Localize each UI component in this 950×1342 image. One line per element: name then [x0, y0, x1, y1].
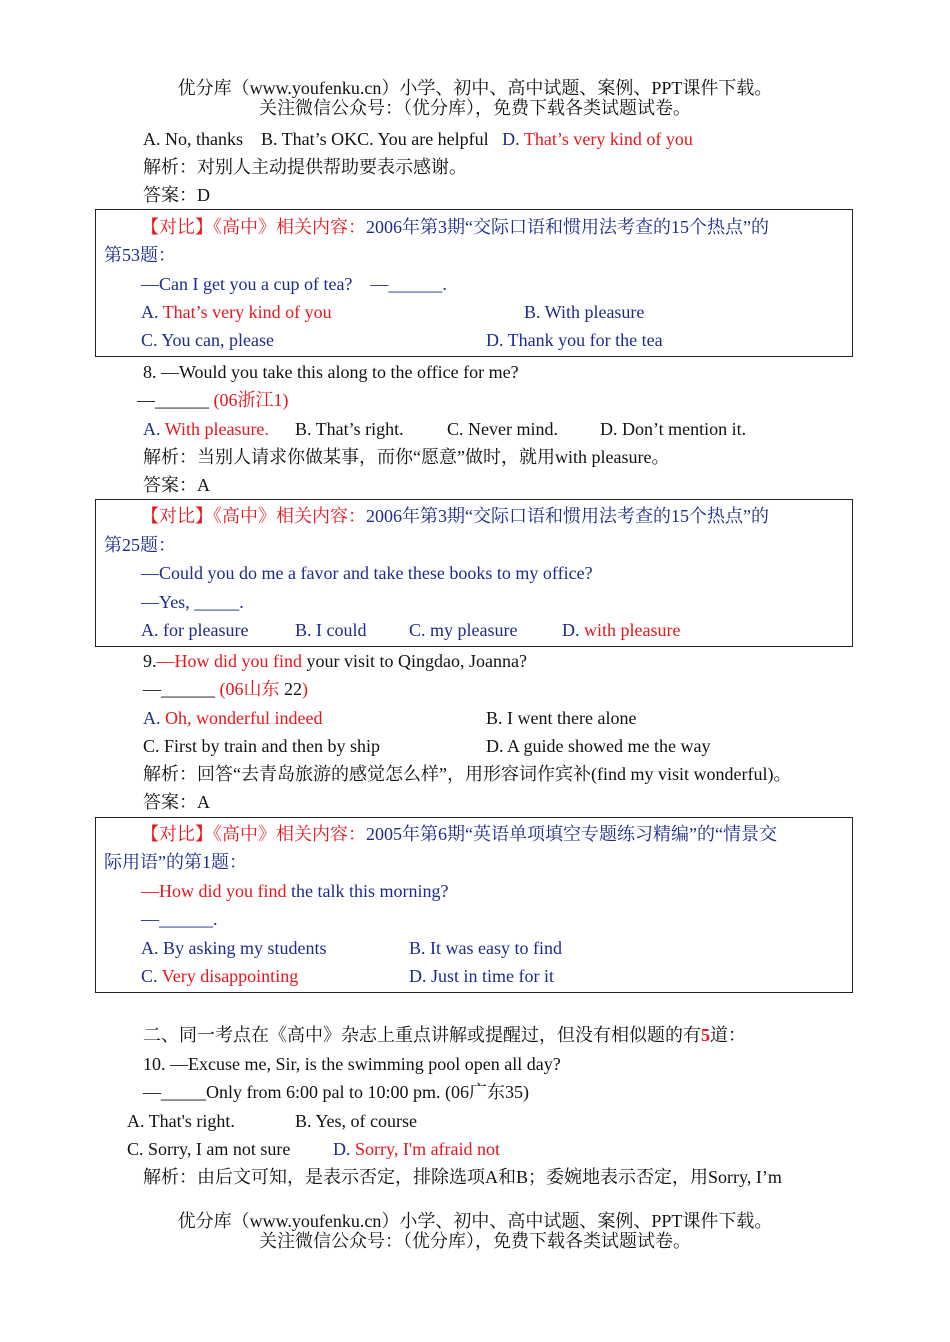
box3-question-rest: the talk this morning? [291, 881, 449, 901]
box3-source: 2005年第6期“英语单项填空专题练习精编”的“情景交 [366, 824, 777, 844]
q8-answer: 答案：A [143, 475, 210, 495]
box3-tag: 【对比】《高中》相关内容： [141, 824, 366, 844]
q7-option-d-letter: D. [502, 129, 520, 149]
q10-option-a: A. That's right. [127, 1111, 235, 1131]
box3-question-1 [141, 880, 448, 902]
box1-question: —Can I get you a cup of tea? —______. [141, 274, 447, 294]
q8-blank: —______ [137, 390, 209, 410]
q10-analysis: 解析：由后文可知，是表示否定，排除选项A和B；委婉地表示否定，用Sorry, I’m [143, 1167, 782, 1187]
q9-stem-rest: your visit to Qingdao, Joanna? [306, 651, 527, 671]
q10-option-d-letter: D. [333, 1139, 351, 1159]
box2-header [141, 505, 769, 527]
box3-question-2: —______. [141, 909, 218, 929]
box3-option-a: A. By asking my students [141, 938, 327, 958]
box3-header [141, 823, 777, 845]
q8-analysis: 解析：当别人请求你做某事，而你“愿意”做时，就用with pleasure。 [143, 447, 670, 467]
q7-analysis: 解析：对别人主动提供帮助要表示感谢。 [143, 157, 467, 177]
q10-line-2: —_____Only from 6:00 pal to 10:00 pm. (06广东35) [143, 1082, 529, 1102]
q9-source-open: (06山东 [219, 679, 280, 699]
q8-blank-line [137, 389, 289, 411]
q10-stem: 10. —Excuse me, Sir, is the swimming pool open all day? [143, 1054, 561, 1074]
q9-answer: 答案：A [143, 792, 210, 812]
q9-number: 9. [143, 651, 157, 671]
q9-option-a-text: Oh, wonderful indeed [165, 708, 323, 728]
box2-tag: 【对比】《高中》相关内容： [141, 506, 366, 526]
q9-source-num: 22 [284, 679, 302, 699]
section-2-count: 5 [701, 1025, 710, 1045]
q8-option-b: B. That’s right. [295, 419, 404, 439]
q8-source: (06浙江1) [213, 390, 289, 410]
box2-option-d [562, 619, 680, 641]
box3-option-d: D. Just in time for it [409, 966, 554, 986]
q7-options [143, 128, 693, 150]
box1-option-c: C. You can, please [141, 330, 274, 350]
comparison-box-2 [95, 499, 853, 647]
box1-option-b: B. With pleasure [524, 302, 645, 322]
box3-option-c [141, 965, 298, 987]
box2-option-d-text: with pleasure [584, 620, 681, 640]
box1-option-d: D. Thank you for the tea [486, 330, 663, 350]
q8-stem: 8. —Would you take this along to the office for me? [143, 362, 519, 382]
header-line-2: 关注微信公众号：（优分库），免费下载各类试题试卷。 [259, 98, 691, 118]
box1-header [141, 216, 769, 238]
box3-option-c-letter: C. [141, 966, 158, 986]
box3-option-b: B. It was easy to find [409, 938, 562, 958]
q9-option-c: C. First by train and then by ship [143, 736, 380, 756]
box2-option-a: A. for pleasure [141, 620, 249, 640]
q10-option-d-text: Sorry, I'm afraid not [355, 1139, 501, 1159]
comparison-box-3 [95, 817, 853, 993]
box1-source: 2006年第3期“交际口语和惯用法考查的15个热点”的 [366, 217, 769, 237]
q10-option-d [333, 1138, 500, 1160]
box3-option-c-text: Very disappointing [161, 966, 299, 986]
box3-source-cont: 际用语”的第1题： [104, 852, 247, 872]
section-2-text-after: 道： [710, 1025, 746, 1045]
header-line-1: 优分库（www.youfenku.cn）小学、初中、高中试题、案例、PPT课件下载。 [177, 78, 773, 98]
q9-blank-line [143, 678, 308, 700]
q9-option-b: B. I went there alone [486, 708, 637, 728]
q8-option-a-text: With pleasure. [164, 419, 269, 439]
box3-question-highlight: —How did you find [141, 881, 287, 901]
box2-option-b: B. I could [295, 620, 367, 640]
q7-option-b: B. That’s OKC. You are helpful [261, 129, 489, 149]
box1-option-a-letter: A. [141, 302, 159, 322]
box2-source-cont: 第25题： [104, 535, 176, 555]
box2-option-c: C. my pleasure [409, 620, 518, 640]
box2-question-2: —Yes, _____. [141, 592, 244, 612]
q10-option-b: B. Yes, of course [295, 1111, 418, 1131]
q9-option-a-letter: A. [143, 708, 161, 728]
q7-option-a: A. No, thanks [143, 129, 243, 149]
q8-option-a [143, 418, 269, 440]
q9-option-d: D. A guide showed me the way [486, 736, 711, 756]
box2-source: 2006年第3期“交际口语和惯用法考查的15个热点”的 [366, 506, 769, 526]
section-2-text-before: 二、同一考点在《高中》杂志上重点讲解或提醒过，但没有相似题的有 [143, 1025, 701, 1045]
section-2-heading [143, 1024, 746, 1046]
footer-line-1: 优分库（www.youfenku.cn）小学、初中、高中试题、案例、PPT课件下载。 [177, 1211, 773, 1231]
q10-option-c: C. Sorry, I am not sure [127, 1139, 291, 1159]
footer-line-2: 关注微信公众号：（优分库），免费下载各类试题试卷。 [259, 1231, 691, 1251]
q9-source-close: ) [302, 679, 308, 699]
comparison-box-1 [95, 209, 853, 357]
q7-answer: 答案：D [143, 185, 210, 205]
q8-option-a-letter: A. [143, 419, 161, 439]
q9-stem-highlight: —How did you find [156, 651, 302, 671]
box2-option-d-letter: D. [562, 620, 580, 640]
box1-tag: 【对比】《高中》相关内容： [141, 217, 366, 237]
q8-option-c: C. Never mind. [447, 419, 558, 439]
q9-stem [143, 650, 527, 672]
q8-option-d: D. Don’t mention it. [600, 419, 747, 439]
q9-option-a [143, 707, 322, 729]
q7-option-d-text: That’s very kind of you [523, 129, 693, 149]
box1-option-a-text: That’s very kind of you [162, 302, 332, 322]
q9-analysis: 解析：回答“去青岛旅游的感觉怎么样”，用形容词作宾补(find my visit wonderful)。 [143, 764, 792, 784]
box1-source-cont: 第53题： [104, 245, 176, 265]
q9-blank: —______ [143, 679, 215, 699]
box1-option-a [141, 301, 332, 323]
box2-question-1: —Could you do me a favor and take these books to my office? [141, 563, 593, 583]
